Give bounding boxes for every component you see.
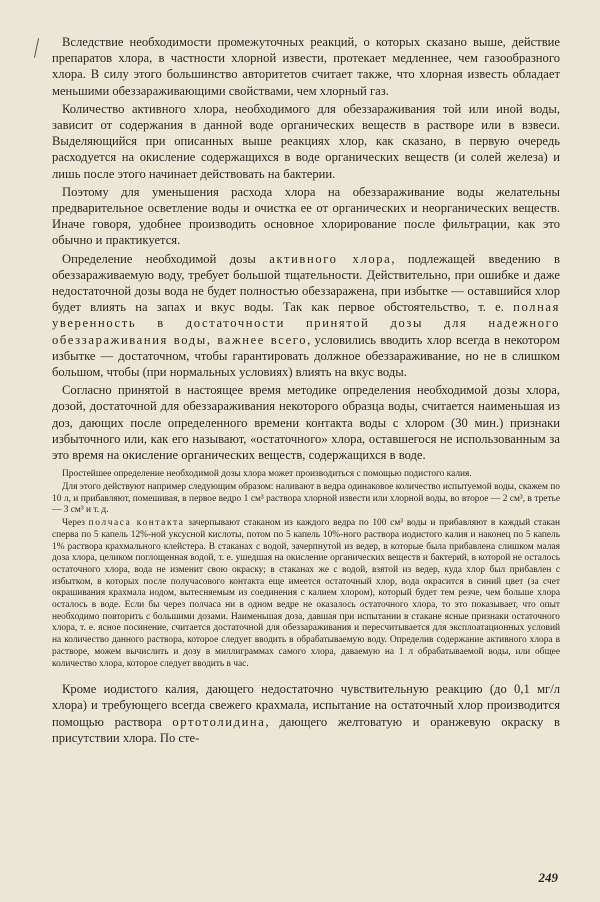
paragraph-1: Вследствие необходимости промежуточных реакций, о которых сказано выше, действие препаратов хлора, в частности хлорной извести, протекает медленнее, чем газообразного хлора. В силу этого большинство авторитетов считает также, что хлорная известь обладает меньшими обеззараживающими свойствами, чем хлорный газ. — [52, 35, 560, 98]
paragraph-2: Количество активного хлора, необходимого для обеззараживания той или иной воды, зависит от содержания в данной воде органических веществ в растворе или в взвеси. Выделяющийся при описанных выше реакциях хлор, как сказано, в первую очередь расходуется на окисление содержащихся в воде органических веществ (и солей железа) и лишь после этого начинает действовать на бактерии. — [52, 101, 560, 181]
small-print-3-part-c: зачерпывают стаканом из каждого ведра по 100 см³ воды и прибавляют в каждый стакан сперва по 5 капель 12%-ной уксусной кислоты, потом по 5 капель 10%-ного раствора иодистого калия и наконец по 5 капель 1% раствора крахмального клейстера. В стаканах с водой, зачерпнутой из ведер, в которые была прибавлена слишком малая доза хлора, целиком поглощенная водой, т. е. ушедшая на окисление органических веществ и бактерий, в которой не осталось остаточного хлора, вода не изменит свою окраску; в стаканах же с водой, взятой из ведер, куда хлор был прибавлен с избытком, в которых после получасового контакта еще имеется остаточный хлор, вода окрасится в синий цвет (за счет окрашивания крахмала иодом, вытесняемым из соединения с калием хлором), который будет тем резче, чем больше хлора осталось в воде. Если бы через полчаса ни в одном ведре не оказалось остаточного хлора, то это показывает, что опыт необходимо повторить с большими дозами. Наименьшая доза, давшая при испытании в стакане ясные признаки остаточного хлора, т. е. ясное посинение, считается достаточной для обеззараживания и пересчитывается для эксплоатационных условий на количество данного раствора, которое следует вводить в обрабатываемую воду. Определив содержание активного хлора в растворе, можем вычислить и дозу в миллиграммах самого хлора, даваемую на 1 л обрабатываемой воды, или общее количество хлора, которое следует вводить в час. — [52, 518, 561, 669]
paragraph-4 — [52, 251, 560, 381]
spaced-term-orthotolidine: ортотолидина — [172, 714, 266, 729]
small-print-1: Простейшее определение необходимой дозы хлора может производиться с помощью подистого калия. — [62, 469, 472, 480]
small-print-3 — [52, 518, 560, 670]
paragraph-4-part-c: , подлежащей введению в обеззараживаемую воду, требует большой тщательности. Действительно, при ошибке и даже недостаточной дозы вода не будет полностью обеззаражена, при избытке — оставшийся хлор будет влиять на запах и вкус воды. Так как первое обстоятельство, т. е. — [52, 251, 560, 315]
paragraph-5: Согласно принятой в настоящее время методике определения необходимой дозы хлора, дозой, достаточной для обеззараживания некоторого образца воды, считается наименьшая из доз, дающих после определенного времени контакта воды с хлором (30 мин.) признаки избыточного или, как его называют, «остаточного» хлора, оставшегося не использованным за это время на окисление органических веществ, содержащихся в воде. — [52, 383, 560, 463]
margin-pencil-mark — [34, 38, 39, 58]
spaced-term-half-hour: полчаса контакта — [88, 518, 185, 529]
spaced-emphasis-confidence: полная уверенность в достаточности принятой дозы для надежного обеззараживания воды, важнее всего — [52, 300, 560, 347]
spaced-term-active-chlorine: активного хлора — [269, 251, 392, 266]
page-number: 249 — [538, 870, 558, 885]
small-print-2: Для этого действуют например следующим образом: наливают в ведра одинаковое количество испытуемой воды, скажем по 10 л, и прибавляют, помешивая, в первое ведро 1 см³ раствора хлорной извести или хлорной воды, во второе — 2 см³, в третье — 3 см³ и т. д. — [52, 481, 560, 516]
paragraph-6-part-a: Кроме иодистого калия, дающего недостаточно чувствительную реакцию (до 0,1 мг/л хлора) и требующего всегда свежего крахмала, испытание на остаточный хлор производится помощью раствора — [52, 682, 560, 729]
paragraph-4-part-e: , условились вводить хлор всегда в некотором избытке — достаточном, чтобы гарантировать должное обеззараживание, но не в слишком большом, чтобы (при нормальных условиях) влиять на вкус воды. — [52, 332, 560, 380]
paragraph-3: Поэтому для уменьшения расхода хлора на обеззараживание воды желательны предварительное осветление воды и очистка ее от органических и неорганических веществ. Иначе говоря, удобнее производить основное хлорирование после фильтрации, как это обычно и практикуется. — [52, 184, 560, 248]
small-print-3-part-a: Через — [62, 518, 89, 529]
paragraph-4-part-a: Определение необходимой дозы — [62, 251, 270, 266]
paragraph-6-part-c: , дающего желтоватую и оранжевую окраску в присутствии хлора. По сте- — [52, 714, 560, 745]
paragraph-6 — [52, 681, 560, 746]
